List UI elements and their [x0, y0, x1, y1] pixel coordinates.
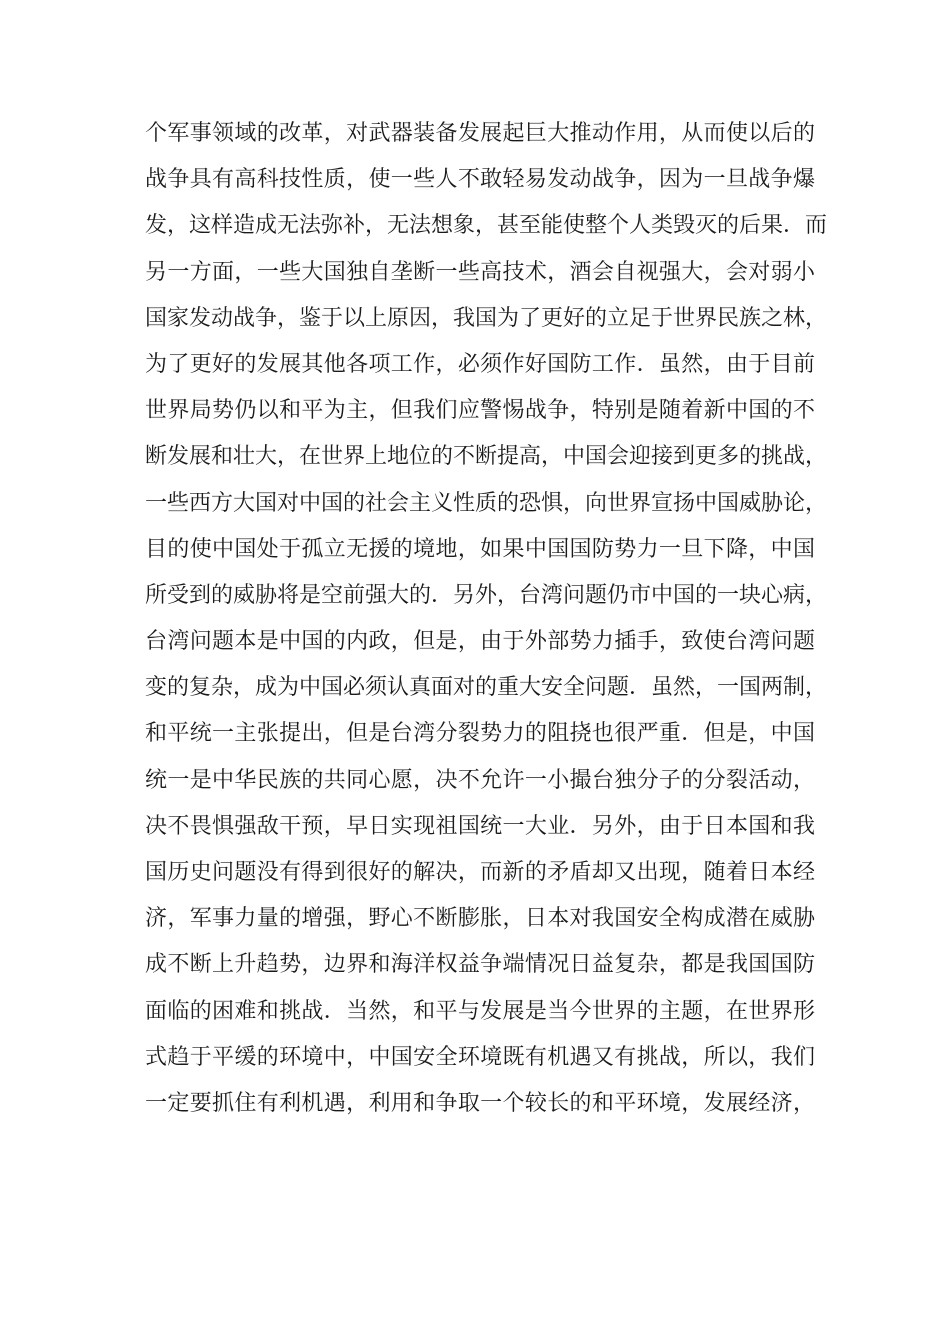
text-line: 成不断上升趋势，边界和海洋权益争端情况日益复杂，都是我国国防	[145, 952, 815, 978]
text-line: 式趋于平缓的环境中，中国安全环境既有机遇又有挑战，所以，我们	[145, 1044, 815, 1070]
text-line: 一定要抓住有利机遇，利用和争取一个较长的和平环境，发展经济，	[145, 1090, 815, 1116]
text-line: 个军事领域的改革，对武器装备发展起巨大推动作用，从而使以后的	[145, 121, 815, 146]
text-line: 变的复杂，成为中国必须认真面对的重大安全问题．虽然，一国两制，	[145, 675, 828, 701]
text-line: 为了更好的发展其他各项工作，必须作好国防工作．虽然，由于目前	[145, 351, 815, 377]
text-line: 面临的困难和挑战．当然，和平与发展是当今世界的主题，在世界形	[145, 998, 815, 1024]
text-line: 济，军事力量的增强，野心不断膨胀，日本对我国安全构成潜在威胁	[145, 906, 815, 932]
text-line: 台湾问题本是中国的内政，但是，由于外部势力插手，致使台湾问题	[145, 629, 815, 655]
text-line: 另一方面，一些大国独自垄断一些高技术，酒会自视强大，会对弱小	[145, 259, 815, 285]
text-line: 决不畏惧强敌干预，早日实现祖国统一大业．另外，由于日本国和我	[145, 813, 815, 839]
text-line: 和平统一主张提出，但是台湾分裂势力的阻挠也很严重．但是，中国	[145, 721, 815, 747]
text-line: 所受到的威胁将是空前强大的．另外，台湾问题仍市中国的一块心病，	[145, 582, 828, 608]
text-line: 发，这样造成无法弥补，无法想象，甚至能使整个人类毁灭的后果．而	[145, 213, 828, 239]
text-line: 国历史问题没有得到很好的解决，而新的矛盾却又出现，随着日本经	[145, 860, 815, 885]
text-line: 战争具有高科技性质，使一些人不敢轻易发动战争，因为一旦战争爆	[145, 167, 815, 193]
text-line: 世界局势仍以和平为主，但我们应警惕战争，特别是随着新中国的不	[145, 398, 815, 424]
text-line: 一些西方大国对中国的社会主义性质的恐惧，向世界宣扬中国威胁论，	[145, 490, 828, 516]
text-line: 断发展和壮大，在世界上地位的不断提高，中国会迎接到更多的挑战，	[145, 444, 828, 470]
text-line: 目的使中国处于孤立无援的境地，如果中国国防势力一旦下降，中国	[145, 536, 815, 562]
text-line: 国家发动战争，鉴于以上原因，我国为了更好的立足于世界民族之林，	[145, 305, 828, 331]
text-line: 统一是中华民族的共同心愿，决不允许一小撮台独分子的分裂活动，	[145, 767, 815, 793]
body-text	[145, 116, 828, 1132]
